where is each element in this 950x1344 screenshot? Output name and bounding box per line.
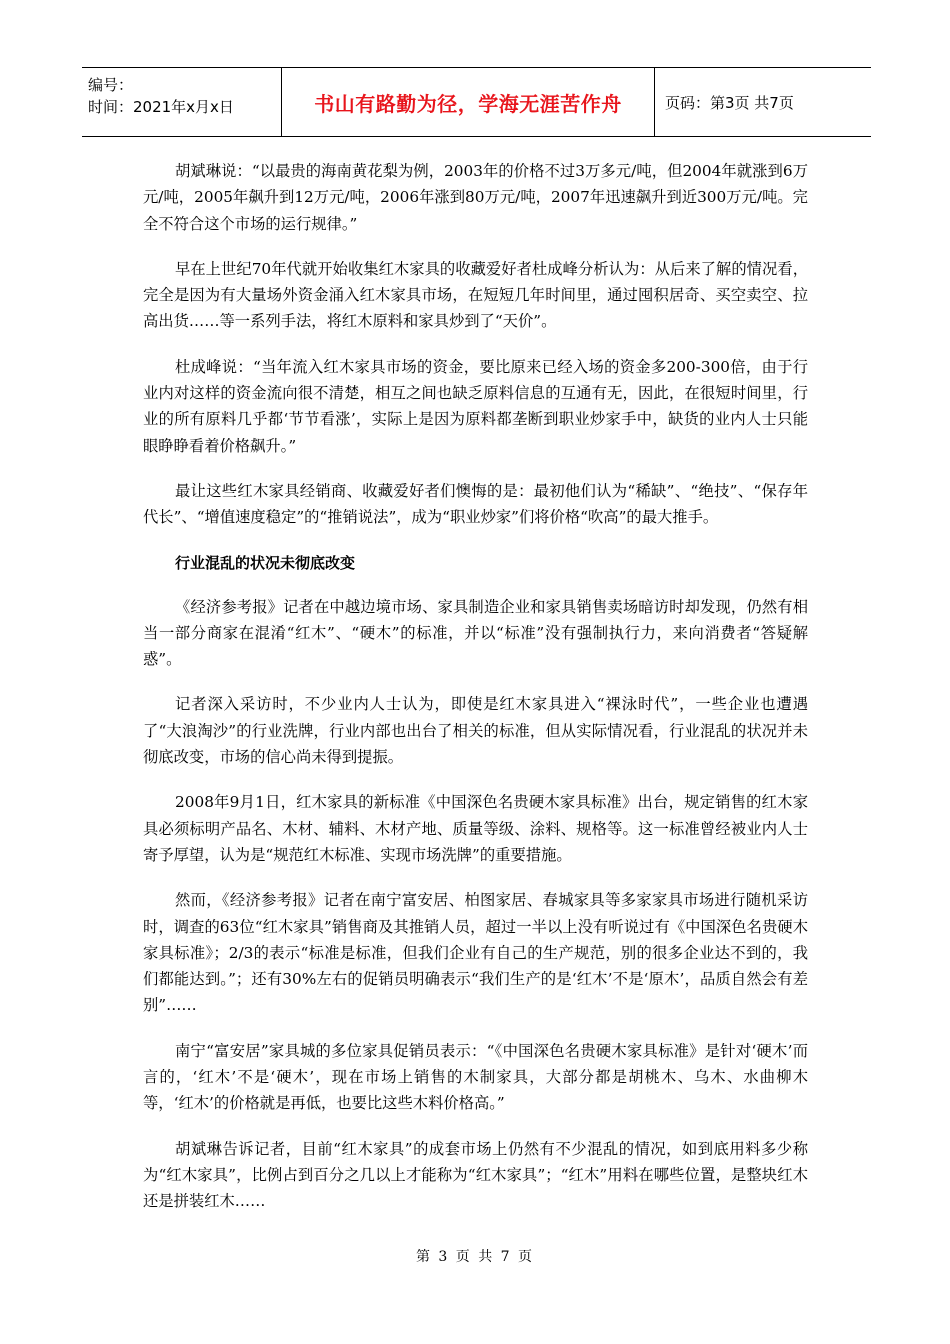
body-paragraph: 2008年9月1日，红木家具的新标准《中国深色名贵硬木家具标准》出台，规定销售的红木家具必须标明产品名、木材、辅料、木材产地、质量等级、涂料、规格等。这一标准曾经被业内人士寄予厚望，认为是“规范红木标准、实现市场洗牌”的重要措施。 <box>143 793 808 864</box>
section-heading: 行业混乱的状况未彻底改变 <box>175 553 356 572</box>
body-paragraph: 胡斌琳说：“以最贵的海南黄花梨为例，2003年的价格不过3万多元/吨，但2004年就涨到6万元/吨，2005年飙升到12万元/吨，2006年涨到80万元/吨，2007年迅速飙升到近300万元/吨。完全不符合这个市场的运行规律。” <box>143 162 808 233</box>
body-paragraph: 《经济参考报》记者在中越边境市场、家具制造企业和家具销售卖场暗访时却发现，仍然有相当一部分商家在混淆“红木”、“硬木”的标准，并以“标准”没有强制执行力，来向消费者“答疑解惑”。 <box>143 597 808 669</box>
document-body <box>143 158 808 1234</box>
page-header <box>82 67 871 137</box>
document-date-label: 时间：2021年x月x日 <box>88 98 234 116</box>
document-number-label: 编号： <box>88 76 134 94</box>
body-paragraph: 杜成峰说：“当年流入红木家具市场的资金，要比原来已经入场的资金多200-300倍，由于行业内对这样的资金流向很不清楚，相互之间也缺乏原料信息的互通有无，因此，在很短时间里，行业的所有原料几乎都‘节节看涨’，实际上是因为原料都垄断到职业炒家手中，缺货的业内人士只能眼睁睁看着价格飙升。” <box>143 357 808 455</box>
body-paragraph: 胡斌琳告诉记者，目前“红木家具”的成套市场上仍然有不少混乱的情况，如到底用料多少称为“红木家具”，比例占到百分之几以上才能称为“红木家具”；“红木”用料在哪些位置，是整块红木还是拼装红木…… <box>143 1139 808 1211</box>
header-page-info: 页码：第3页 共7页 <box>665 93 794 112</box>
header-meta-cell <box>82 68 282 136</box>
page-footer: 第 3 页 共 7 页 <box>415 1249 535 1265</box>
header-motto: 书山有路勤为径，学海无涯苦作舟 <box>282 68 655 136</box>
body-paragraph: 早在上世纪70年代就开始收集红木家具的收藏爱好者杜成峰分析认为：从后来了解的情况看，完全是因为有大量场外资金涌入红木家具市场，在短短几年时间里，通过囤积居奇、买空卖空、拉高出货……等一系列手法，将红木原料和家具炒到了“天价”。 <box>143 259 808 331</box>
body-paragraph: 记者深入采访时，不少业内人士认为，即使是红木家具进入“裸泳时代”，一些企业也遭遇了“大浪淘沙”的行业洗牌，行业内部也出台了相关的标准，但从实际情况看，行业混乱的状况并未彻底改变，市场的信心尚未得到提振。 <box>143 695 808 767</box>
body-paragraph: 最让这些红木家具经销商、收藏爱好者们懊悔的是：最初他们认为“稀缺”、“绝技”、“保存年代长”、“增值速度稳定”的“推销说法”，成为“职业炒家”们将价格“吹高”的最大推手。 <box>143 481 808 527</box>
body-paragraph: 然而，《经济参考报》记者在南宁富安居、柏图家居、春城家具等多家家具市场进行随机采访时，调查的63位“红木家具”销售商及其推销人员，超过一半以上没有听说过有《中国深色名贵硬木家具标准》；2/3的表示“标准是标准，但我们企业有自己的生产规范，别的很多企业达不到的，我们都能达到。”；还有30%左右的促销员明确表示“我们生产的是‘红木’不是‘原木’，品质自然会有差别”…… <box>143 891 808 1015</box>
body-paragraph: 南宁“富安居”家具城的多位家具促销员表示：“《中国深色名贵硬木家具标准》是针对‘硬木’而言的，‘红木’不是‘硬木’，现在市场上销售的木制家具，大部分都是胡桃木、乌木、水曲柳木等，‘红木’的价格就是再低，也要比这些木料价格高。” <box>143 1041 808 1113</box>
